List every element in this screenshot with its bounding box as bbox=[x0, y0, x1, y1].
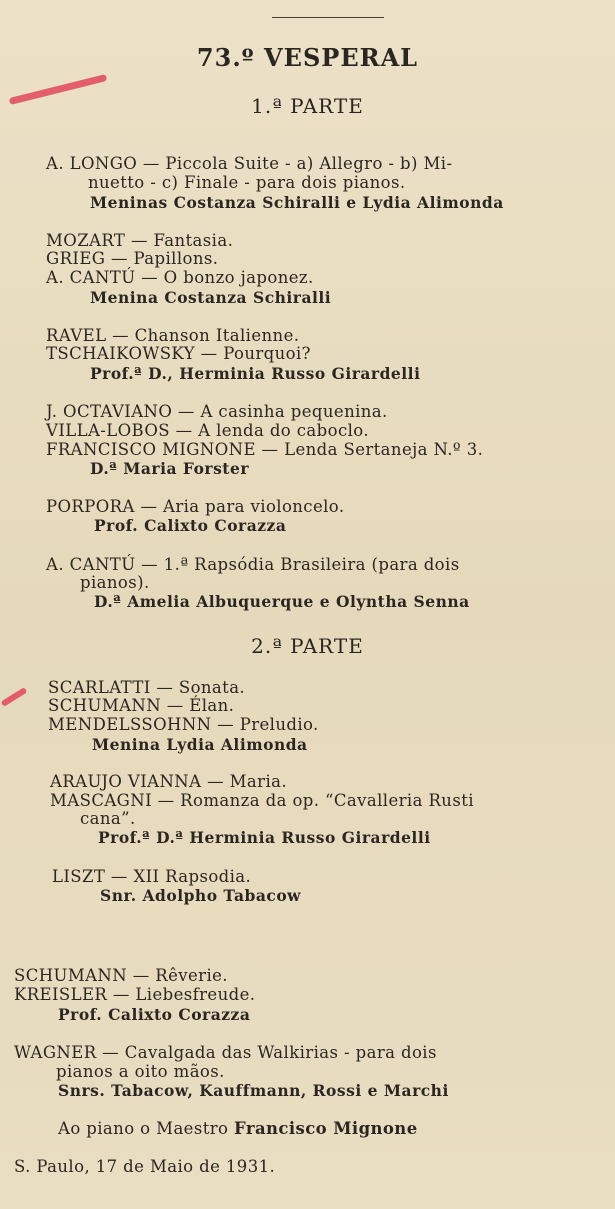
program-line: FRANCISCO MIGNONE — Lenda Sertaneja N.º 3. bbox=[46, 440, 484, 459]
performer-name: Snrs. Tabacow, Kauffmann, Rossi e Marchi bbox=[58, 1081, 449, 1100]
program-line: pianos). bbox=[80, 573, 150, 592]
program-line: GRIEG — Papillons. bbox=[46, 249, 219, 268]
program-line: pianos a oito mãos. bbox=[56, 1062, 225, 1081]
program-line: nuetto - c) Finale - para dois pianos. bbox=[88, 173, 406, 192]
pencil-mark bbox=[1, 687, 28, 707]
program-line: SCHUMANN — Rêverie. bbox=[14, 966, 228, 985]
program-line: MOZART — Fantasia. bbox=[46, 231, 234, 250]
performer-name: Menina Lydia Alimonda bbox=[92, 735, 308, 754]
dateline: S. Paulo, 17 de Maio de 1931. bbox=[14, 1157, 276, 1176]
performer-name: Prof.ª D., Herminia Russo Girardelli bbox=[90, 364, 421, 383]
concert-title: 73.º VESPERAL bbox=[196, 43, 419, 72]
program-line: MASCAGNI — Romanza da op. “Cavalleria Rusti bbox=[50, 791, 474, 810]
performer-name: D.ª Amelia Albuquerque e Olyntha Senna bbox=[94, 592, 470, 611]
performer-name: D.ª Maria Forster bbox=[90, 459, 249, 478]
program-line: VILLA-LOBOS — A lenda do caboclo. bbox=[46, 421, 369, 440]
program-line: A. CANTÚ — 1.ª Rapsódia Brasileira (para dois bbox=[46, 555, 460, 574]
program-line: WAGNER — Cavalgada das Walkirias - para dois bbox=[14, 1043, 437, 1062]
program-line: RAVEL — Chanson Italienne. bbox=[46, 326, 300, 345]
program-line: ARAUJO VIANNA — Maria. bbox=[50, 772, 288, 791]
program-line: TSCHAIKOWSKY — Pourquoi? bbox=[46, 344, 311, 363]
program-line: LISZT — XII Rapsodia. bbox=[52, 867, 252, 886]
part-2-heading: 2.ª PARTE bbox=[251, 634, 364, 658]
program-line: J. OCTAVIANO — A casinha pequenina. bbox=[46, 402, 388, 421]
program-line: SCARLATTI — Sonata. bbox=[48, 678, 246, 697]
performer-name: Menina Costanza Schiralli bbox=[90, 288, 332, 307]
program-line: A. CANTÚ — O bonzo japonez. bbox=[46, 268, 314, 287]
program-line: A. LONGO — Piccola Suite - a) Allegro - b) Mi- bbox=[46, 154, 453, 173]
accompanist-name: Francisco Mignone bbox=[234, 1119, 418, 1138]
performer-name: Prof.ª D.ª Herminia Russo Girardelli bbox=[98, 828, 431, 847]
accompanist-line bbox=[58, 1119, 418, 1138]
program-line: cana”. bbox=[80, 809, 136, 828]
performer-name: Prof. Calixto Corazza bbox=[94, 516, 287, 535]
program-line: SCHUMANN — Élan. bbox=[48, 696, 235, 715]
accompanist-prefix: Ao piano o Maestro bbox=[58, 1119, 229, 1138]
performer-name: Meninas Costanza Schiralli e Lydia Alimonda bbox=[90, 193, 504, 212]
top-rule bbox=[272, 17, 384, 18]
performer-name: Snr. Adolpho Tabacow bbox=[100, 886, 302, 905]
program-line: KREISLER — Liebesfreude. bbox=[14, 985, 256, 1004]
part-1-heading: 1.ª PARTE bbox=[251, 94, 364, 118]
program-line: MENDELSSOHNN — Preludio. bbox=[48, 715, 319, 734]
program-line: PORPORA — Aria para violoncelo. bbox=[46, 497, 345, 516]
performer-name: Prof. Calixto Corazza bbox=[58, 1005, 251, 1024]
